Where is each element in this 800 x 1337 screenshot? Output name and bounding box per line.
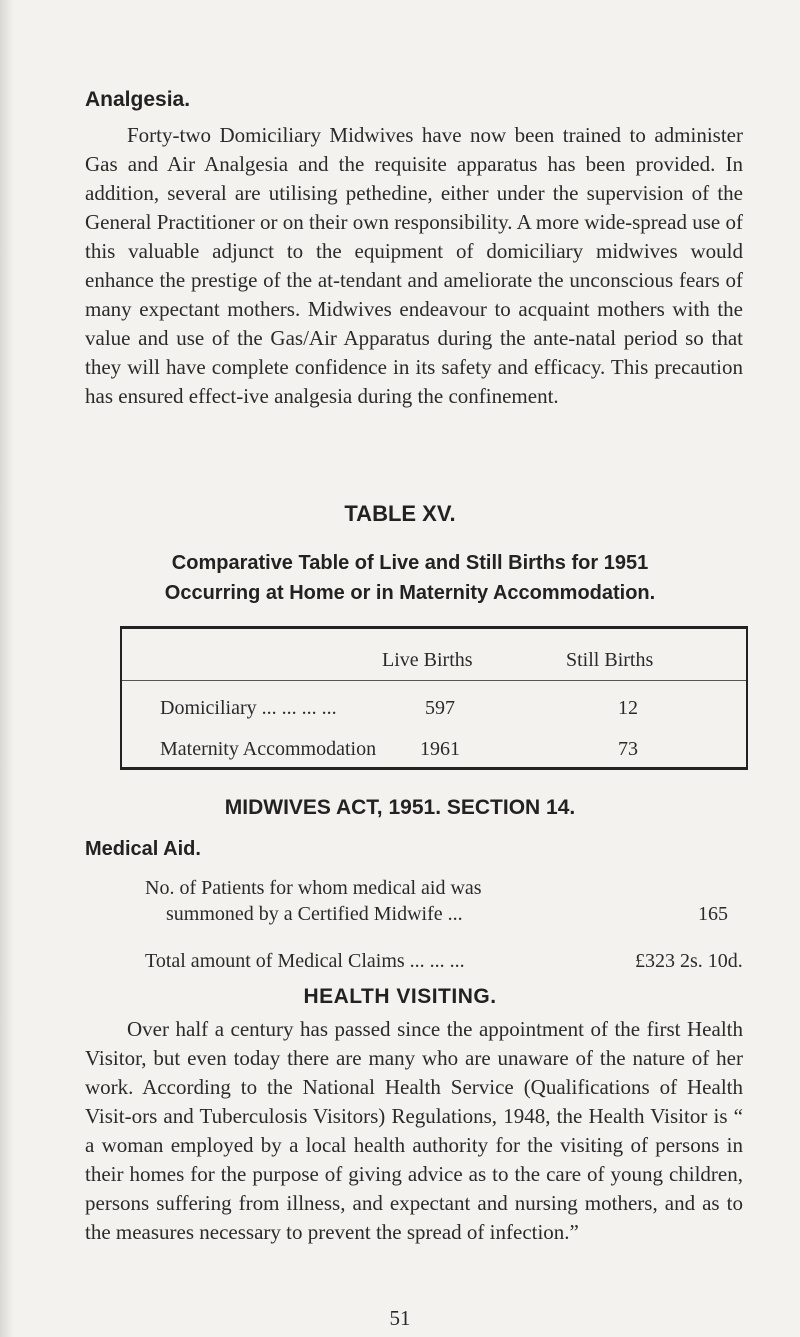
row-label-maternity: Maternity Accommodation — [160, 738, 377, 760]
row-label-domiciliary: Domiciliary ... ... ... ... — [160, 697, 337, 719]
patients-label-line-1: No. of Patients for whom medical aid was — [145, 877, 482, 899]
table-header-rule — [120, 680, 748, 681]
table-number: TABLE XV. — [344, 501, 456, 526]
cell-domiciliary-live: 597 — [425, 697, 455, 719]
column-header-still-births: Still Births — [566, 649, 654, 671]
cell-maternity-live: 1961 — [420, 738, 460, 760]
page-edge-shadow — [0, 0, 14, 1337]
claims-label: Total amount of Medical Claims ... ... ... — [145, 950, 465, 972]
table-left-border — [120, 626, 122, 770]
column-header-live-births: Live Births — [382, 649, 473, 671]
cell-maternity-still: 73 — [618, 738, 638, 760]
patients-label-line-2: summoned by a Certified Midwife ... — [166, 903, 463, 925]
paragraph-health-visiting: Over half a century has passed since the appointment of the first Health Visitor, but even today there are many who are unaware of the nature of her work. According to the National Health Service (Qualifications of Health Visit-ors and Tuberculosis Visitors) Regulations, 1948, the Health Visitor is “ a woman employed by a local health authority for the visiting of persons in their homes for the purpose of giving advice as to the care of young children, persons suffering from illness, and expectant and nursing mothers, and as to the measures necessary to prevent the spread of infection.” — [85, 1017, 743, 1244]
table-caption-line-2: Occurring at Home or in Maternity Accommodation. — [164, 582, 656, 604]
patients-value: 165 — [698, 903, 728, 925]
section-heading-analgesia: Analgesia. — [85, 88, 191, 111]
table-right-border — [746, 626, 748, 770]
paragraph-analgesia: Forty-two Domiciliary Midwives have now been trained to administer Gas and Air Analgesia and the requisite apparatus has been provided. In addition, several are utilising pethedine, either under the supervision of the General Practitioner or on their own responsibility. A more wide-spread use of this valuable adjunct to the equipment of domiciliary midwives would enhance the prestige of the at-tendant and ameliorate the unconscious fears of many expectant mothers. Midwives endeavour to acquaint mothers with the value and use of the Gas/Air Apparatus during the ante-natal period so that they will have complete confidence in its safety and efficacy. This precaution has ensured effect-ive analgesia during the confinement. — [85, 123, 743, 408]
claims-value: £323 2s. 10d. — [635, 950, 743, 972]
section-heading-health-visiting: HEALTH VISITING. — [303, 985, 497, 1008]
table-caption-line-1: Comparative Table of Live and Still Births for 1951 — [171, 552, 649, 574]
table-top-rule — [120, 626, 748, 629]
subheading-medical-aid: Medical Aid. — [85, 838, 201, 860]
cell-domiciliary-still: 12 — [618, 697, 638, 719]
table-caption — [130, 548, 690, 608]
page-number: 51 — [389, 1306, 411, 1330]
table-bottom-rule — [120, 767, 748, 770]
section-heading-midwives-act: MIDWIVES ACT, 1951. SECTION 14. — [224, 796, 576, 819]
